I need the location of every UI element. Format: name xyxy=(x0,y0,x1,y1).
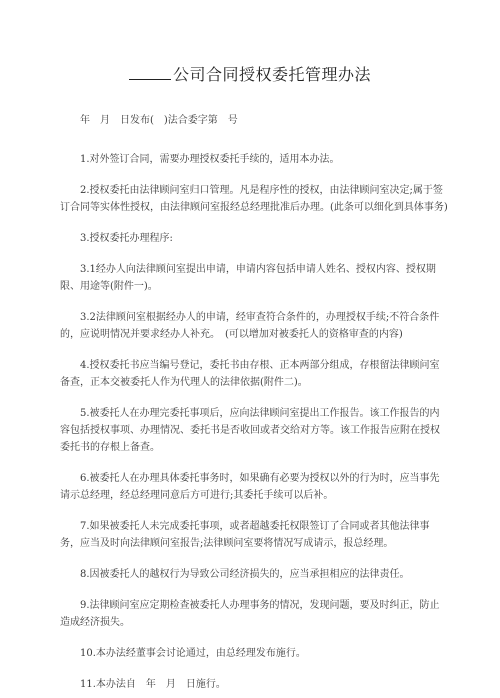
paragraph-1: 1.对外签订合同，需要办理授权委托手续的，适用本办法。 xyxy=(80,154,340,165)
paragraph-10: 10.本办法经董事会讨论通过，由总经理发布施行。 xyxy=(80,648,306,659)
paragraph-8: 8.因被委托人的越权行为导致公司经济损失的，应当承担相应的法律责任。 xyxy=(80,569,410,580)
paragraph-3-2: 3.2法律顾问室根据经办人的申请，经审查符合条件的，办理授权手续;不符合条件的，应说明情况并要求经办人补充。 (可以增加对被委托人的资格审查的内容) xyxy=(60,312,440,340)
document-title: 公司合同授权委托管理办法 xyxy=(172,65,371,84)
paragraph-3-1: 3.1经办人向法律顾问室提出申请，申请内容包括申请人姓名、授权内容、授权期限、用途等(附件一)。 xyxy=(60,264,436,292)
document-body xyxy=(60,102,448,693)
paragraph-6: 6.被委托人在办理具体委托事务时，如果确有必要为授权以外的行为时，应当事先请示总经理，经总经理同意后方可进行;其委托手续可以后补。 xyxy=(60,473,440,501)
paragraph-11: 11.本办法自 年 月 日施行。 xyxy=(80,679,226,690)
title-blank-line xyxy=(129,65,171,80)
paragraph-3: 3.授权委托办理程序: xyxy=(80,233,173,244)
paragraph-2: 2.授权委托由法律顾问室归口管理。凡是程序性的授权，由法律顾问室决定;属于签订合同等实体性授权，由法律顾问室报经总经理批准后办理。(此条可以细化到具体事务) xyxy=(60,185,448,213)
issue-line: 年 月 日发布( )法合委字第 号 xyxy=(80,115,238,126)
paragraph-7: 7.如果被委托人未完成委托事项，或者超越委托权限签订了合同或者其他法律事务，应当及时向法律顾问室报告;法律顾问室要将情况写成请示，报总经理。 xyxy=(60,521,430,549)
paragraph-4: 4.授权委托书应当编号登记，委托书由存根、正本两部分组成，存根留法律顾问室备查，正本交被委托人作为代理人的法律依据(附件二)。 xyxy=(60,360,440,388)
document-title-row xyxy=(0,62,500,85)
paragraph-9: 9.法律顾问室应定期检查被委托人办理事务的情况，发现问题，要及时纠正，防止造成经济损失。 xyxy=(60,600,440,628)
paragraph-5: 5.被委托人在办理完委托事项后，应向法律顾问室提出工作报告。该工作报告的内容包括授权事项、办理情况、委托书是否收回或者交给对方等。该工作报告应附在授权委托书的存根上备查。 xyxy=(60,408,440,453)
